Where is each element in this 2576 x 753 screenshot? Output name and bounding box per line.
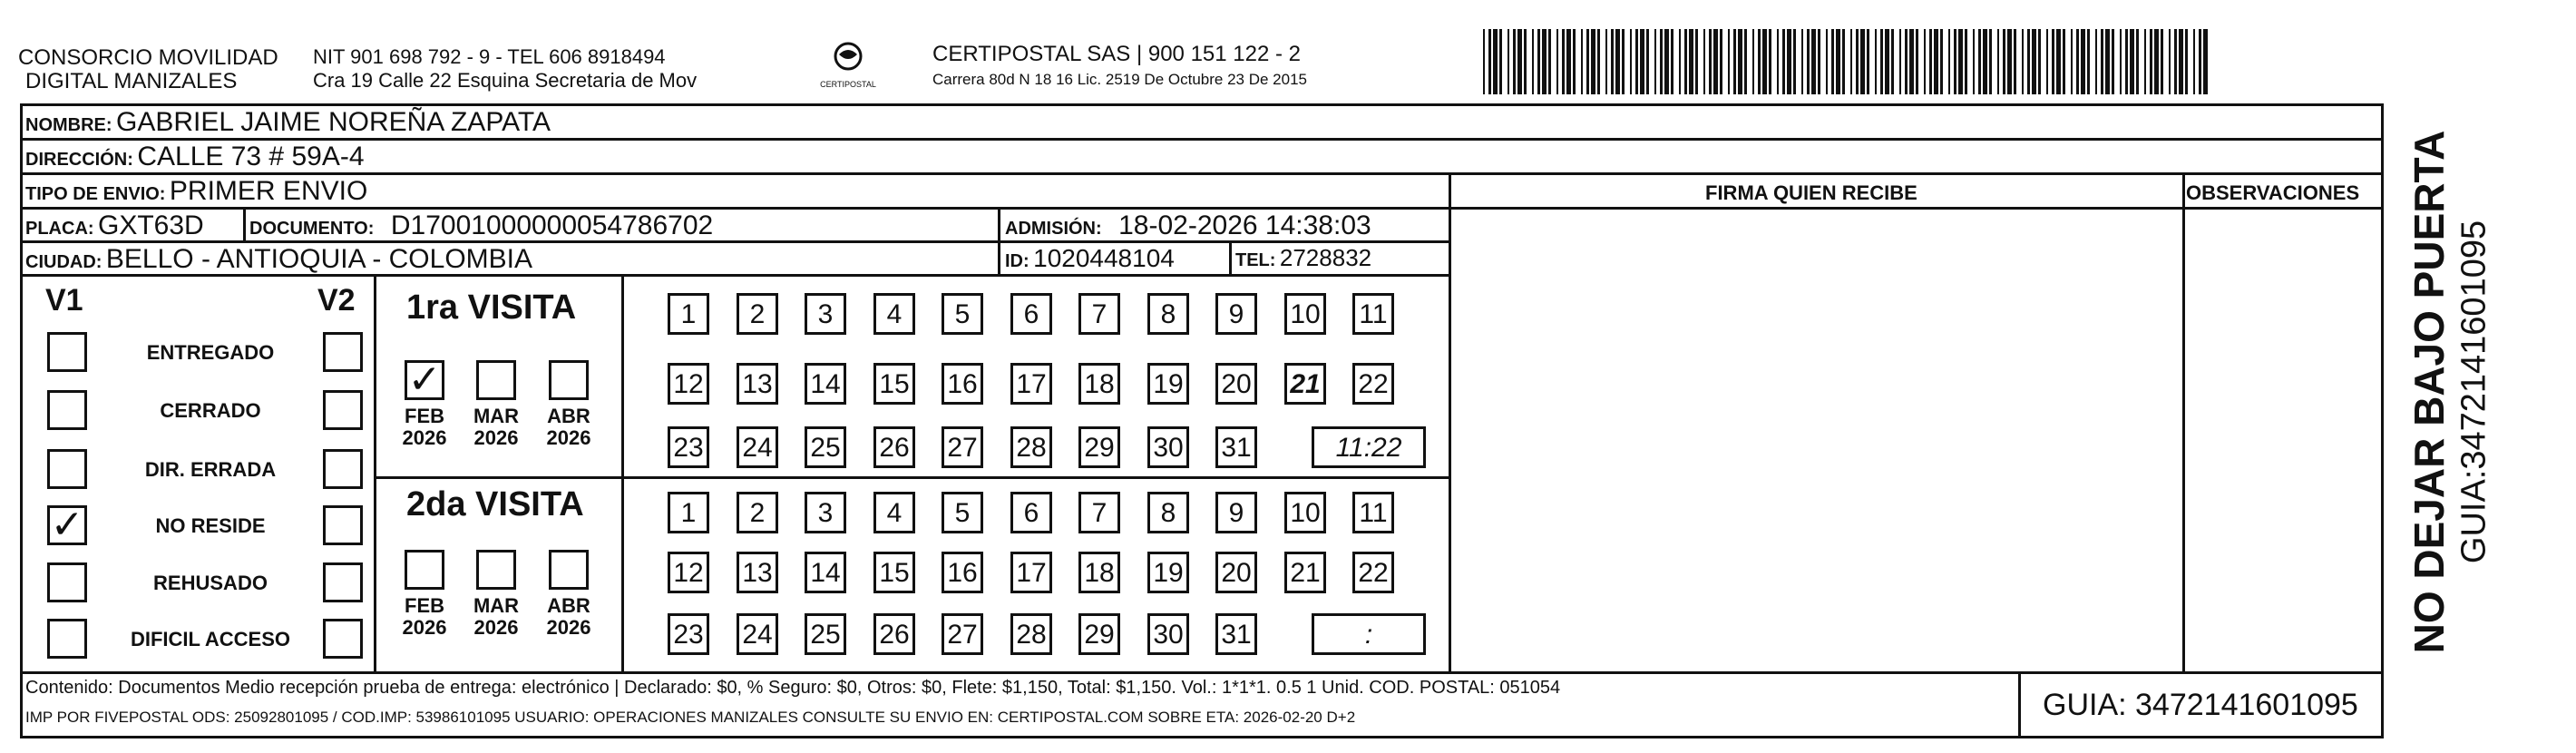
status-label: NO RESIDE: [155, 514, 266, 537]
day-box[interactable]: 9: [1215, 293, 1257, 335]
barcode-bar: [1581, 29, 1583, 94]
day-box[interactable]: 8: [1147, 293, 1189, 335]
time-box[interactable]: 11:22: [1312, 426, 1426, 468]
barcode-bar: [1597, 29, 1600, 94]
day-box[interactable]: 13: [737, 552, 778, 593]
month-year: 2026: [473, 616, 519, 639]
observaciones-label: OBSERVACIONES: [2186, 181, 2360, 204]
day-box[interactable]: 10: [1284, 293, 1326, 335]
day-box[interactable]: 29: [1078, 426, 1120, 468]
barcode-bar: [2136, 29, 2139, 94]
barcode-bar: [1689, 29, 1693, 94]
day-box[interactable]: 6: [1010, 492, 1052, 533]
tel-value: 2728832: [1279, 244, 1372, 271]
barcode-bar: [1752, 29, 1754, 94]
barcode-bar: [1983, 29, 1987, 94]
v1-label: V1: [45, 283, 83, 318]
day-box[interactable]: 25: [805, 613, 846, 655]
company-name-line2: DIGITAL MANIZALES: [25, 69, 238, 93]
month-year: 2026: [473, 426, 519, 449]
status-label: ENTREGADO: [146, 341, 275, 364]
barcode-bar: [2112, 29, 2114, 94]
day-box[interactable]: 27: [942, 426, 983, 468]
barcode-bar: [1885, 29, 1889, 94]
check-mark-icon: ✓: [50, 502, 84, 548]
month-checkbox[interactable]: [476, 550, 516, 590]
carrier-address: Carrera 80d N 18 16 Lic. 2519 De Octubre 23 De 2015: [932, 71, 1307, 88]
barcode-bar: [1836, 29, 1840, 94]
day-box[interactable]: 16: [942, 552, 983, 593]
barcode-bar: [1548, 29, 1551, 94]
barcode-bar: [1954, 29, 1956, 94]
svg-text:CERTIPOSTAL: CERTIPOSTAL: [820, 80, 876, 89]
id-value: 1020448104: [1033, 244, 1175, 272]
footer-imp: IMP POR FIVEPOSTAL ODS: 25092801095 / COD.IMP: 53986101095 USUARIO: OPERACIONES MANIZALES CONSULTE SU ENVIO EN: CERTIPOSTAL.COM SOBRE ETA: 2026-02-20 D+2: [25, 709, 1356, 726]
company-nit: NIT 901 698 792 - 9 - TEL 606 8918494: [313, 45, 666, 68]
direccion-row: [25, 142, 365, 172]
day-box[interactable]: 3: [805, 293, 846, 335]
barcode-bar: [1948, 29, 1950, 94]
barcode-bar: [1924, 29, 1926, 94]
visit2-title: 2da VISITA: [406, 485, 584, 523]
barcode-bar: [1488, 29, 1491, 94]
barcode-bar: [1978, 29, 1981, 94]
admision-label: ADMISIÓN:: [1005, 219, 1102, 239]
v1-checkbox[interactable]: [47, 619, 87, 659]
day-box[interactable]: 22: [1352, 552, 1394, 593]
barcode-bar: [2105, 29, 2110, 94]
documento-value: D17001000000054786702: [390, 210, 714, 240]
day-box[interactable]: 27: [942, 613, 983, 655]
barcode-bar: [1591, 29, 1595, 94]
day-box[interactable]: 28: [1010, 426, 1052, 468]
day-box[interactable]: 26: [873, 613, 915, 655]
barcode-bar: [1513, 29, 1516, 94]
barcode-bar: [1664, 29, 1669, 94]
day-box[interactable]: 19: [1147, 363, 1189, 405]
v1-checkbox[interactable]: [47, 332, 87, 372]
barcode-bar: [1916, 29, 1918, 94]
barcode-bar: [2022, 29, 2024, 94]
barcode-bar: [2052, 29, 2054, 94]
side-warning: NO DEJAR BAJO PUERTA: [2405, 130, 2453, 654]
barcode-bar: [1646, 29, 1649, 94]
v2-checkbox[interactable]: [323, 505, 363, 545]
day-box[interactable]: 20: [1215, 363, 1257, 405]
month-label: MAR: [473, 405, 520, 427]
month-checkbox[interactable]: [549, 360, 589, 400]
barcode-bar: [1499, 29, 1502, 94]
barcode-bar: [1880, 29, 1883, 94]
carrier-name: CERTIPOSTAL SAS | 900 151 122 - 2: [932, 42, 1301, 66]
barcode-bar: [1769, 29, 1771, 94]
admision-value: 18-02-2026 14:38:03: [1118, 210, 1371, 240]
month-label: FEB: [405, 405, 444, 427]
time-box[interactable]: :: [1312, 613, 1426, 655]
barcode-bar: [1842, 29, 1845, 94]
day-box[interactable]: 31: [1215, 613, 1257, 655]
day-box[interactable]: 11: [1352, 293, 1394, 335]
v2-checkbox[interactable]: [323, 390, 363, 430]
visit1-title: 1ra VISITA: [406, 288, 577, 327]
day-box[interactable]: 23: [668, 426, 709, 468]
nombre-value: GABRIEL JAIME NOREÑA ZAPATA: [116, 107, 551, 137]
barcode-bar: [1709, 29, 1712, 94]
tel-label: TEL:: [1235, 250, 1276, 270]
barcode-bar: [1524, 29, 1527, 94]
barcode-bar: [1875, 29, 1877, 94]
barcode-bar: [2081, 29, 2085, 94]
barcode-bar: [2125, 29, 2128, 94]
footer-contenido: Contenido: Documentos Medio recepción prueba de entrega: electrónico | Declarado: $0, % Seguro: $0, Otros: $0, Flete: $1,150, Total: $1,150. Vol.: 1*1*1. 0.5 1 Unid. COD. POSTAL: 051054: [25, 678, 1561, 698]
status-label: CERRADO: [160, 399, 261, 422]
day-box[interactable]: 31: [1215, 426, 1257, 468]
barcode-bar: [1738, 29, 1742, 94]
day-box[interactable]: 4: [873, 492, 915, 533]
v1-checkbox[interactable]: [47, 562, 87, 602]
barcode-bar: [1483, 29, 1485, 94]
barcode-bar: [2144, 29, 2146, 94]
day-box[interactable]: 9: [1215, 492, 1257, 533]
barcode-bar: [1850, 29, 1852, 94]
id-cell: [1005, 244, 1175, 273]
day-box[interactable]: 29: [1078, 613, 1120, 655]
month-year: 2026: [402, 426, 447, 449]
barcode-bar: [1695, 29, 1698, 94]
v1-checkbox[interactable]: [47, 502, 87, 548]
day-box[interactable]: 8: [1147, 492, 1189, 533]
barcode-bar: [2095, 29, 2097, 94]
day-box[interactable]: 4: [873, 293, 915, 335]
tipo-envio-value: PRIMER ENVIO: [169, 176, 368, 206]
barcode-bar: [2154, 29, 2159, 94]
day-box[interactable]: 22: [1352, 363, 1394, 405]
month-checkbox[interactable]: [476, 360, 516, 400]
nombre-label: NOMBRE:: [25, 115, 112, 135]
month-year: 2026: [546, 616, 591, 639]
barcode-bar: [1660, 29, 1663, 94]
barcode-bar: [2120, 29, 2122, 94]
v2-checkbox[interactable]: [323, 332, 363, 372]
day-box[interactable]: 28: [1010, 613, 1052, 655]
v1-checkbox[interactable]: [47, 390, 87, 430]
barcode-bar: [2063, 29, 2065, 94]
day-box[interactable]: 7: [1078, 293, 1120, 335]
nombre-row: [25, 107, 551, 138]
month-label: ABR: [547, 594, 590, 617]
day-box[interactable]: 1: [668, 293, 709, 335]
documento-label: DOCUMENTO:: [249, 219, 375, 239]
day-box-marked[interactable]: 21: [1284, 363, 1326, 405]
status-label: REHUSADO: [153, 572, 268, 594]
day-box[interactable]: 7: [1078, 492, 1120, 533]
barcode-bar: [1679, 29, 1681, 94]
day-box[interactable]: 20: [1215, 552, 1257, 593]
day-box[interactable]: 18: [1078, 552, 1120, 593]
barcode-bar: [1562, 29, 1565, 94]
barcode-bar: [2101, 29, 2103, 94]
barcode-bar: [1856, 29, 1859, 94]
status-label: DIFICIL ACCESO: [130, 628, 290, 650]
barcode-bar: [2193, 29, 2195, 94]
barcode-bar: [1905, 29, 1908, 94]
barcode-bar: [1899, 29, 1901, 94]
barcode-bar: [1622, 29, 1625, 94]
barcode-bar: [2003, 29, 2005, 94]
barcode-bar: [2161, 29, 2163, 94]
tipo-envio-row: [25, 176, 367, 207]
day-box[interactable]: 17: [1010, 552, 1052, 593]
day-box[interactable]: 24: [737, 426, 778, 468]
barcode-bar: [2174, 29, 2177, 94]
barcode-bar: [1958, 29, 1963, 94]
barcode-bar: [1703, 29, 1705, 94]
barcode-bar: [1801, 29, 1803, 94]
footer-guia: GUIA: 3472141601095: [2043, 688, 2358, 722]
company-name-line1: CONSORCIO MOVILIDAD: [18, 45, 278, 70]
id-label: ID:: [1005, 251, 1029, 271]
barcode-bar: [2199, 29, 2201, 94]
month-label: ABR: [547, 405, 590, 427]
barcode-bar: [1537, 29, 1540, 94]
barcode-bar: [1635, 29, 1638, 94]
day-box[interactable]: 5: [942, 492, 983, 533]
barcode-bar: [2179, 29, 2183, 94]
ciudad-label: CIUDAD:: [25, 252, 102, 272]
barcode-bar: [2150, 29, 2152, 94]
barcode-bar: [2056, 29, 2061, 94]
day-box[interactable]: 26: [873, 426, 915, 468]
barcode-bar: [1517, 29, 1522, 94]
barcode-bar: [1762, 29, 1767, 94]
barcode-bar: [1611, 29, 1614, 94]
day-box[interactable]: 30: [1147, 613, 1189, 655]
placa-value: GXT63D: [98, 210, 204, 240]
month-year: 2026: [546, 426, 591, 449]
day-box[interactable]: 24: [737, 613, 778, 655]
day-box[interactable]: 19: [1147, 552, 1189, 593]
direccion-label: DIRECCIÓN:: [25, 150, 133, 170]
v2-checkbox[interactable]: [323, 619, 363, 659]
barcode-bar: [1811, 29, 1816, 94]
day-box[interactable]: 15: [873, 552, 915, 593]
barcode-bar: [2169, 29, 2171, 94]
day-box[interactable]: 2: [737, 293, 778, 335]
barcode-bar: [1934, 29, 1938, 94]
barcode-bar: [2203, 29, 2208, 94]
barcode-bar: [1782, 29, 1785, 94]
barcode-bar: [1733, 29, 1736, 94]
day-box[interactable]: 6: [1010, 293, 1052, 335]
barcode-bar: [1891, 29, 1894, 94]
barcode-bar: [1777, 29, 1779, 94]
day-box[interactable]: 21: [1284, 552, 1326, 593]
barcode-bar: [1860, 29, 1865, 94]
day-box[interactable]: 10: [1284, 492, 1326, 533]
day-box[interactable]: 11: [1352, 492, 1394, 533]
barcode-bar: [2076, 29, 2079, 94]
barcode-bar: [1867, 29, 1869, 94]
barcode-bar: [1965, 29, 1967, 94]
day-box[interactable]: 14: [805, 552, 846, 593]
carrier-logo: [812, 40, 884, 94]
barcode-bar: [1542, 29, 1547, 94]
barcode-bar: [2046, 29, 2048, 94]
barcode-bar: [1728, 29, 1730, 94]
barcode-bar: [2007, 29, 2012, 94]
barcode-bar: [1615, 29, 1620, 94]
barcode-bar: [2071, 29, 2073, 94]
check-mark-icon: ✓: [407, 357, 442, 403]
day-box[interactable]: 18: [1078, 363, 1120, 405]
barcode-bar: [1566, 29, 1571, 94]
placa-label: PLACA:: [25, 219, 94, 239]
barcode-bar: [1556, 29, 1558, 94]
v2-label: V2: [317, 283, 356, 318]
barcode-bar: [1807, 29, 1810, 94]
barcode-bar: [1630, 29, 1632, 94]
tel-cell: [1235, 244, 1371, 272]
month-year: 2026: [402, 616, 447, 639]
admision-cell: [1005, 210, 1371, 241]
month-checkbox[interactable]: [549, 550, 589, 590]
barcode-bar: [1713, 29, 1718, 94]
barcode-bar: [2185, 29, 2188, 94]
barcode-bar: [1684, 29, 1687, 94]
day-box[interactable]: 25: [805, 426, 846, 468]
company-address: Cra 19 Calle 22 Esquina Secretaria de Mov: [313, 69, 698, 92]
day-box[interactable]: 3: [805, 492, 846, 533]
v2-checkbox[interactable]: [323, 449, 363, 489]
barcode-bar: [1973, 29, 1975, 94]
barcode-bar: [1671, 29, 1673, 94]
day-box[interactable]: 12: [668, 363, 709, 405]
barcode-bar: [1720, 29, 1722, 94]
barcode-bar: [1818, 29, 1820, 94]
barcode-bar: [2087, 29, 2090, 94]
barcode-bar: [2027, 29, 2030, 94]
barcode-bar: [2038, 29, 2041, 94]
direccion-value: CALLE 73 # 59A-4: [137, 142, 365, 171]
barcode-bar: [1826, 29, 1828, 94]
day-box[interactable]: 23: [668, 613, 709, 655]
day-box[interactable]: 5: [942, 293, 983, 335]
day-box[interactable]: 1: [668, 492, 709, 533]
barcode-bar: [1831, 29, 1834, 94]
month-label: FEB: [405, 594, 444, 617]
barcode-bar: [1909, 29, 1914, 94]
status-label: DIR. ERRADA: [144, 458, 277, 481]
day-box[interactable]: 12: [668, 552, 709, 593]
month-label: MAR: [473, 594, 520, 617]
ciudad-value: BELLO - ANTIOQUIA - COLOMBIA: [105, 244, 533, 274]
ciudad-cell: [25, 244, 532, 275]
barcode-bar: [1640, 29, 1644, 94]
barcode-bar: [2032, 29, 2036, 94]
documento-cell: [249, 210, 713, 241]
barcode-bar: [1940, 29, 1943, 94]
day-box[interactable]: 30: [1147, 426, 1189, 468]
month-checkbox[interactable]: [405, 357, 444, 403]
barcode: [1483, 29, 2209, 94]
barcode-bar: [1586, 29, 1589, 94]
firma-label: FIRMA QUIEN RECIBE: [1705, 181, 1917, 204]
barcode-bar: [1508, 29, 1509, 94]
day-box[interactable]: 17: [1010, 363, 1052, 405]
barcode-bar: [1532, 29, 1534, 94]
barcode-bar: [1758, 29, 1761, 94]
day-box[interactable]: 2: [737, 492, 778, 533]
barcode-bar: [1744, 29, 1747, 94]
barcode-bar: [2014, 29, 2016, 94]
day-box[interactable]: 13: [737, 363, 778, 405]
day-box[interactable]: 16: [942, 363, 983, 405]
v2-checkbox[interactable]: [323, 562, 363, 602]
month-checkbox[interactable]: [405, 550, 444, 590]
v1-checkbox[interactable]: [47, 449, 87, 489]
barcode-bar: [2130, 29, 2134, 94]
placa-cell: [25, 210, 204, 241]
barcode-bar: [1654, 29, 1656, 94]
barcode-bar: [1493, 29, 1498, 94]
tipo-envio-label: TIPO DE ENVIO:: [25, 184, 166, 204]
barcode-bar: [1997, 29, 1999, 94]
side-guia: GUIA:3472141601095: [2454, 220, 2493, 564]
day-box[interactable]: 15: [873, 363, 915, 405]
barcode-bar: [1605, 29, 1607, 94]
barcode-bar: [1573, 29, 1576, 94]
barcode-bar: [1929, 29, 1932, 94]
day-box[interactable]: 14: [805, 363, 846, 405]
barcode-bar: [1793, 29, 1796, 94]
barcode-bar: [1989, 29, 1992, 94]
barcode-bar: [1787, 29, 1791, 94]
